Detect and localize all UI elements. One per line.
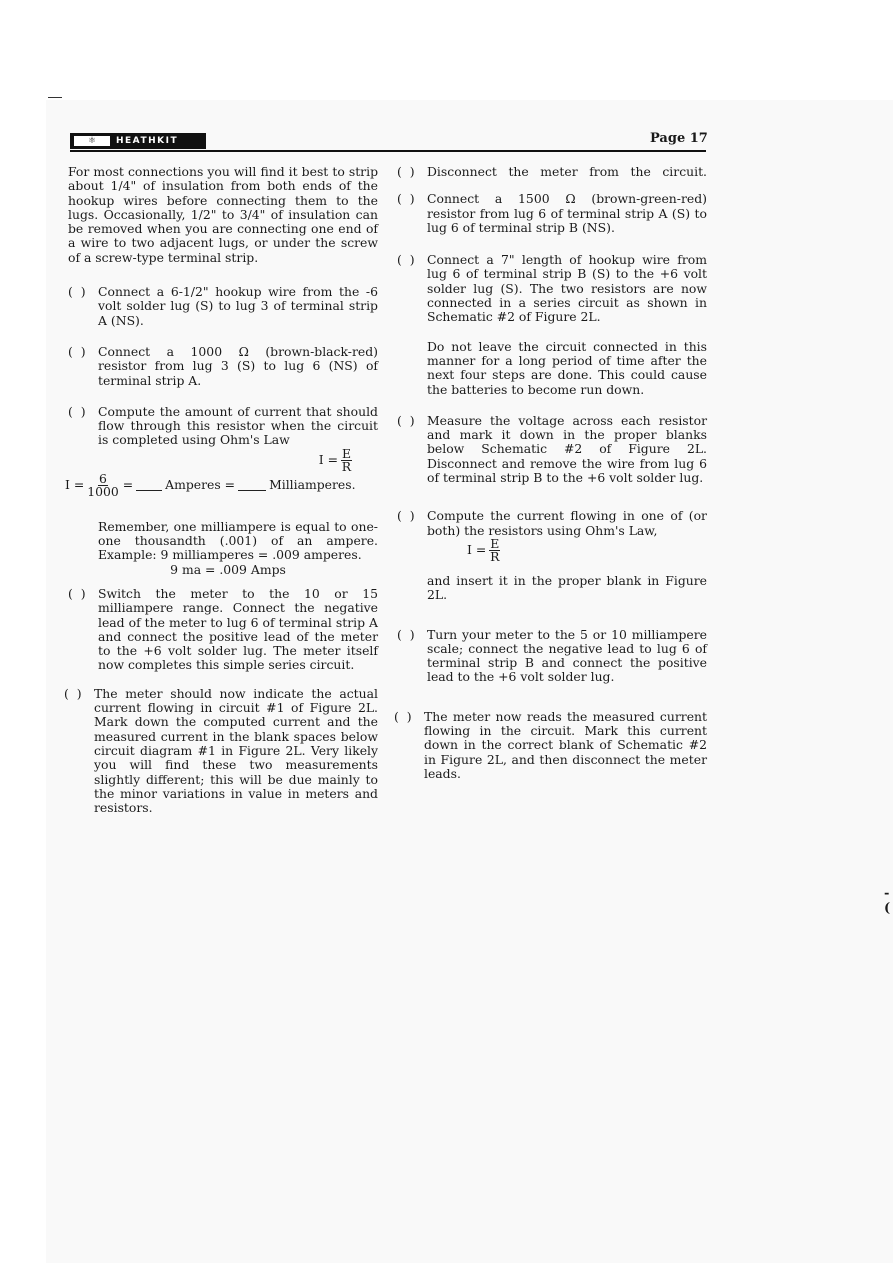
checkbox[interactable]: ( ): [397, 252, 415, 268]
current-calculation: [65, 470, 378, 499]
fraction-numerator: E: [341, 445, 351, 461]
step-text: Measure the voltage across each resistor and mark it down in the proper blanks below Schematic #2 of Figure 2L. Disconnect and remove the wire from lug 6 of terminal strip B to the +6 volt solder lug.: [427, 412, 707, 486]
battery-note: Do not leave the circuit connected in this manner for a long period of time after the next four steps are done. This could cause the batteries to become run down.: [427, 338, 707, 397]
fraction-denominator: 1000: [87, 483, 119, 499]
step-text: Connect a 1500 Ω (brown-green-red) resistor from lug 6 of terminal strip A (S) to lug 6 of terminal strip B (NS).: [427, 191, 707, 235]
fraction-numerator: 6: [99, 470, 107, 486]
checkbox[interactable]: ( ): [394, 708, 412, 724]
checkbox[interactable]: ( ): [397, 626, 415, 642]
step-text: Turn your meter to the 5 or 10 milliampere scale; connect the negative lead to lug 6 of terminal strip B and connect the positive lead to the +6 volt solder lug.: [427, 626, 707, 685]
equals-sign: =: [122, 477, 134, 493]
fraction-denominator: R: [341, 458, 352, 474]
checkbox[interactable]: ( ): [397, 164, 415, 179]
step-1500-ohm-resistor: [397, 192, 707, 235]
step-turn-meter: [397, 628, 707, 685]
edge-fragment: -(: [884, 886, 891, 916]
step-disconnect-meter: [397, 165, 707, 179]
step-text: Connect a 6-1/2" hookup wire from the -6 volt solder lug (S) to lug 3 of terminal strip A (NS).: [98, 284, 378, 328]
step-measure-voltage: [397, 414, 707, 485]
calc-lhs: I =: [65, 477, 85, 493]
ohms-law-formula: [68, 445, 378, 474]
logo-wordmark: HEATHKIT: [116, 136, 179, 146]
step-text: The meter should now indicate the actual current flowing in circuit #1 of Figure 2L. Mark down the computed current and the measured current in the blank spaces below circuit diagram #1 in Figure 2L. Very likely you will find these two measurements slightly different; this will be due mainly to the minor variations in value in meters and resistors.: [94, 685, 378, 816]
step-meter-indicate: [64, 687, 378, 816]
header-rule: [70, 150, 706, 152]
amperes-label: Amperes =: [165, 477, 236, 493]
amperes-blank[interactable]: [136, 480, 162, 491]
step-text: The meter now reads the measured current flowing in the circuit. Mark this current down in the correct blank of Schematic #2 in Figure 2L, and then disconnect the meter leads.: [424, 708, 707, 781]
checkbox[interactable]: ( ): [64, 685, 82, 701]
checkbox[interactable]: ( ): [68, 343, 86, 359]
milliamperes-blank[interactable]: [238, 480, 266, 491]
atom-emblem-icon: ⚛: [73, 135, 111, 147]
checkbox[interactable]: ( ): [68, 403, 86, 419]
step-continuation: and insert it in the proper blank in Figure 2L.: [427, 572, 707, 603]
remember-note: [68, 520, 378, 577]
step-1000-ohm-resistor: [68, 345, 378, 388]
left-column: [64, 164, 378, 816]
step-text: Compute the current flowing in one of (or both) the resistors using Ohm's Law,: [427, 508, 707, 538]
checkbox[interactable]: ( ): [68, 284, 86, 300]
scan-mark: [48, 97, 62, 98]
milliamperes-label: Milliamperes.: [269, 477, 356, 493]
checkbox[interactable]: ( ): [397, 412, 415, 428]
checkbox[interactable]: ( ): [68, 585, 86, 601]
step-switch-meter: [68, 587, 378, 673]
step-7-inch-wire: [397, 253, 707, 324]
fraction: [87, 470, 119, 499]
step-text: Compute the amount of current that should flow through this resistor when the circuit is completed using Ohm's Law: [98, 403, 378, 448]
remember-example: 9 ma = .009 Amps: [170, 561, 286, 577]
checkbox[interactable]: ( ): [397, 508, 415, 524]
intro-paragraph: For most connections you will find it best to strip about 1/4" of insulation from both ends of the hookup wires before connecting them to the lugs. Occasionally, 1/2" to 3/4" of insulation can be removed when you are connecting one end of a wire to two adjacent lugs, or under the screw of a screw-type terminal strip.: [68, 164, 378, 265]
step-compute-current-ohms: [397, 509, 707, 538]
fraction: [489, 535, 500, 564]
checkbox[interactable]: ( ): [397, 191, 415, 207]
heathkit-logo: [70, 133, 206, 149]
step-text: Switch the meter to the 10 or 15 milliampere range. Connect the negative lead of the meter to lug 6 of terminal strip A and connect the positive lead of the meter to the +6 volt solder lug. The meter itself now completes this simple series circuit.: [98, 585, 378, 673]
formula-lhs: I =: [318, 452, 338, 468]
page-number: Page 17: [650, 131, 708, 146]
step-hookup-wire: [68, 285, 378, 328]
fraction: [341, 445, 352, 474]
fraction-denominator: R: [490, 548, 500, 564]
formula-lhs: I =: [467, 542, 487, 558]
ohms-law-formula: [397, 535, 707, 564]
step-meter-reads: [394, 710, 707, 781]
step-text: Disconnect the meter from the circuit.: [427, 164, 707, 179]
fraction-numerator: E: [490, 535, 500, 551]
step-text: Connect a 1000 Ω (brown-black-red) resistor from lug 3 (S) to lug 6 (NS) of terminal strip A.: [98, 343, 378, 388]
right-column: [394, 164, 707, 781]
step-text: Connect a 7" length of hookup wire from lug 6 of terminal strip B (S) to the +6 volt solder lug (S). The two resistors are now connected in a series circuit as shown in Schematic #2 of Figure 2L.: [427, 252, 707, 325]
step-compute-current: [68, 405, 378, 448]
remember-text: Remember, one milliampere is equal to one-one thousandth (.001) of an ampere. Example: 9 milliamperes = .009 amperes.: [98, 518, 378, 563]
